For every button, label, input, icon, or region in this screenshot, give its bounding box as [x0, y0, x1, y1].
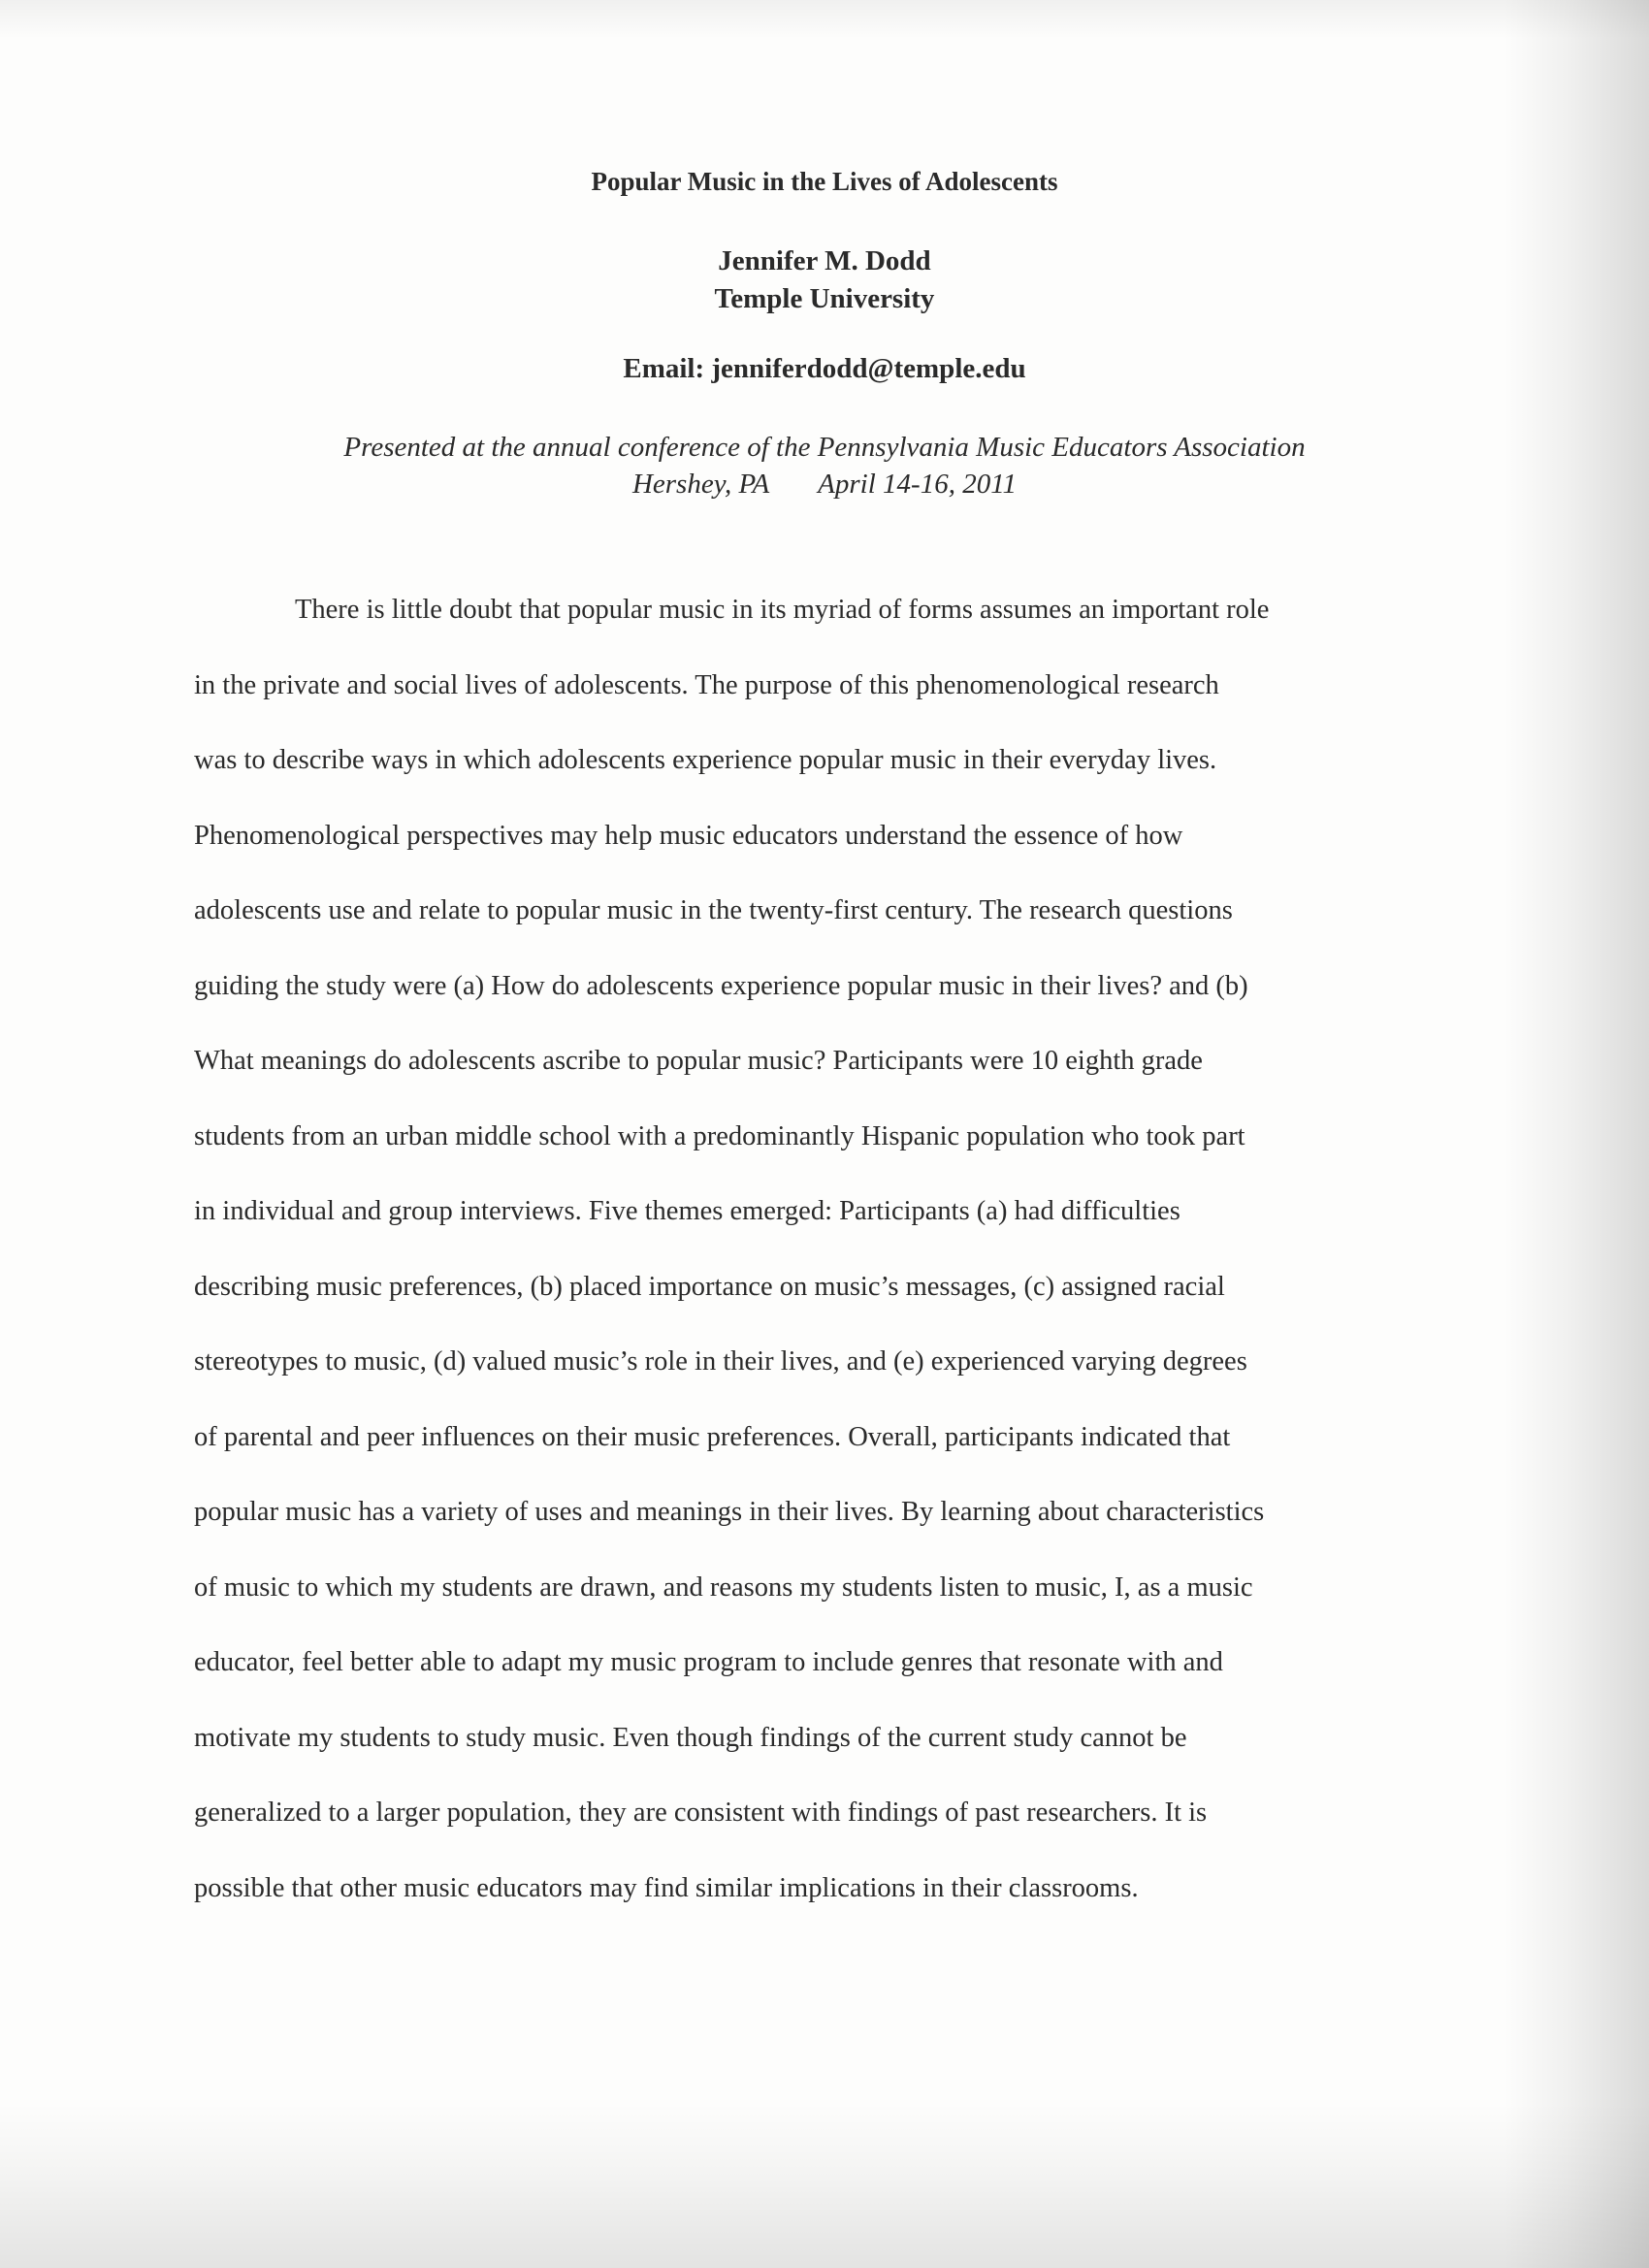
abstract-line: There is little doubt that popular music in its myriad of forms assumes an important role [295, 595, 1270, 625]
abstract-line: What meanings do adolescents ascribe to popular music? Participants were 10 eighth grade [194, 1046, 1203, 1076]
presentation-location: Hershey, PA [631, 469, 770, 500]
abstract-line: of parental and peer influences on their music preferences. Overall, participants indicated that [194, 1421, 1231, 1452]
abstract-line: stereotypes to music, (d) valued music’s role in their lives, and (e) experienced varying degrees [194, 1346, 1247, 1377]
abstract-line: describing music preferences, (b) placed importance on music’s messages, (c) assigned racial [194, 1271, 1225, 1302]
abstract-line: was to describe ways in which adolescents experience popular music in their everyday lives. [194, 745, 1217, 775]
abstract-line: guiding the study were (a) How do adolescents experience popular music in their lives? and (b) [194, 970, 1248, 1001]
abstract-line: in the private and social lives of adolescents. The purpose of this phenomenological research [194, 669, 1219, 700]
author-block [0, 243, 1649, 318]
abstract-line: possible that other music educators may find similar implications in their classrooms. [194, 1872, 1139, 1903]
document-title: Popular Music in the Lives of Adolescents [591, 167, 1058, 196]
presentation-dates: April 14-16, 2011 [818, 469, 1018, 500]
abstract-line: motivate my students to study music. Even though findings of the current study cannot be [194, 1722, 1187, 1753]
author-email: Email: jenniferdodd@temple.edu [623, 353, 1026, 384]
abstract-paragraph [194, 572, 1465, 1926]
abstract-line: of music to which my students are drawn, and reasons my students listen to music, I, as a music [194, 1571, 1253, 1603]
scan-shadow-bottom [0, 2103, 1649, 2268]
abstract-line: popular music has a variety of uses and meanings in their lives. By learning about characteristics [194, 1497, 1265, 1527]
abstract-line: Phenomenological perspectives may help music educators understand the essence of how [194, 820, 1183, 851]
scan-shadow-top [0, 0, 1649, 39]
presentation-note [0, 429, 1649, 502]
presentation-location-dates [0, 466, 1649, 502]
presented-line: Presented at the annual conference of the Pennsylvania Music Educators Association [343, 432, 1306, 463]
scan-shadow-right [1504, 0, 1649, 2268]
abstract-line: in individual and group interviews. Five themes emerged: Participants (a) had difficulties [194, 1196, 1180, 1226]
abstract-line: adolescents use and relate to popular music in the twenty-first century. The research questions [194, 895, 1233, 925]
abstract-line: students from an urban middle school with a predominantly Hispanic population who took part [194, 1120, 1245, 1151]
author-name: Jennifer M. Dodd [718, 245, 931, 276]
abstract-line: educator, feel better able to adapt my music program to include genres that resonate with and [194, 1647, 1223, 1677]
author-affiliation: Temple University [714, 283, 935, 314]
abstract-line: generalized to a larger population, they are consistent with findings of past researchers. It is [194, 1798, 1208, 1828]
